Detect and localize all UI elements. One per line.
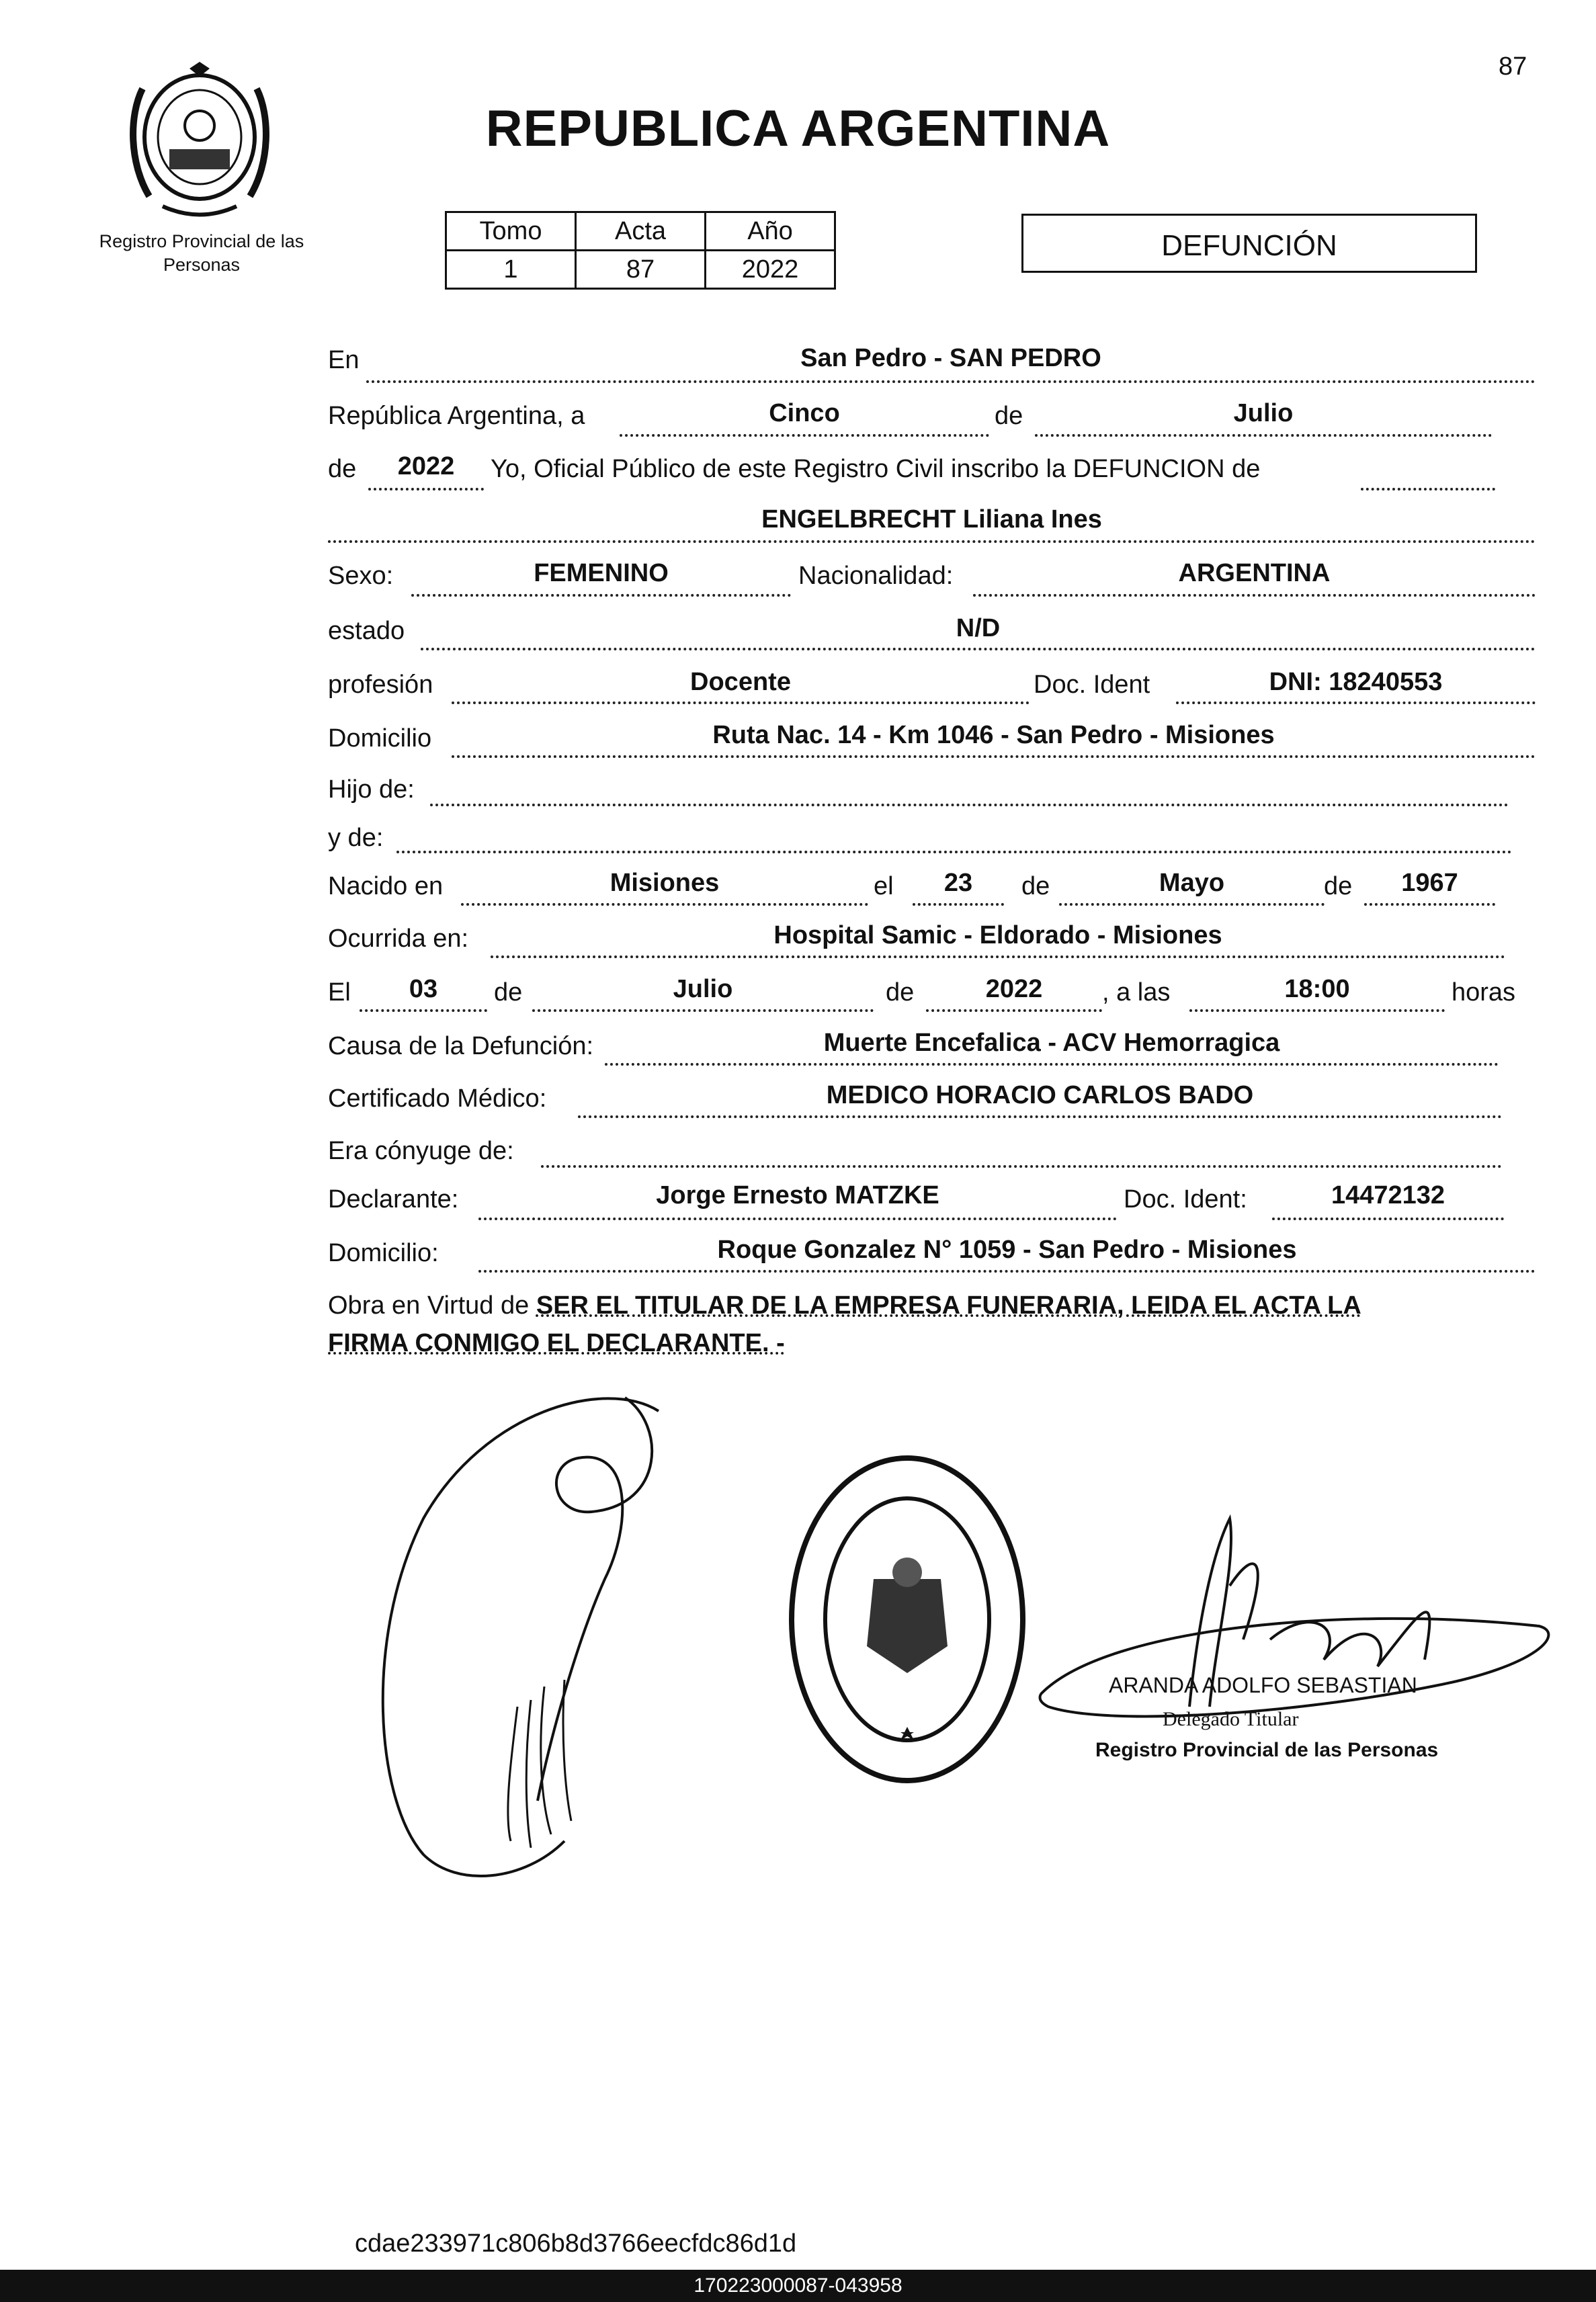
hijo-de-line bbox=[430, 804, 1509, 806]
nacido-day-value: 23 bbox=[943, 869, 973, 897]
certificado-label: Certificado Médico: bbox=[328, 1084, 547, 1113]
nacido-month-value: Mayo bbox=[1159, 869, 1225, 897]
fecha-time-line bbox=[1189, 1009, 1445, 1012]
declarante-doc-line bbox=[1272, 1218, 1504, 1220]
doc-ident-value: DNI: 18240553 bbox=[1269, 668, 1443, 696]
table-header-acta: Acta bbox=[576, 212, 706, 251]
fecha-month-value: Julio bbox=[673, 975, 733, 1003]
causa-value: Muerte Encefalica - ACV Hemorragica bbox=[823, 1029, 1280, 1057]
fecha-day-line bbox=[360, 1009, 487, 1012]
profesion-label: profesión bbox=[328, 671, 433, 699]
domicilio2-value: Roque Gonzalez N° 1059 - San Pedro - Misiones bbox=[717, 1236, 1297, 1264]
domicilio-label: Domicilio bbox=[328, 724, 432, 753]
republica-label: República Argentina, a bbox=[328, 402, 585, 430]
nacido-label: Nacido en bbox=[328, 872, 444, 900]
record-number-table bbox=[445, 211, 836, 290]
declarante-doc-label: Doc. Ident: bbox=[1124, 1185, 1247, 1213]
obra-label: Obra en Virtud de bbox=[328, 1291, 530, 1320]
document-title: REPUBLICA ARGENTINA bbox=[485, 100, 1111, 157]
y-de-line bbox=[396, 851, 1512, 853]
domicilio2-line bbox=[478, 1270, 1536, 1273]
page-number: 87 bbox=[1499, 52, 1527, 81]
en-label: En bbox=[328, 346, 360, 374]
official-registry: Registro Provincial de las Personas bbox=[1095, 1739, 1439, 1761]
record-type-box: DEFUNCIÓN bbox=[1021, 214, 1477, 273]
estado-label: estado bbox=[328, 617, 405, 645]
declarante-line bbox=[478, 1218, 1117, 1220]
nacido-el-label: el bbox=[874, 872, 894, 900]
domicilio-value: Ruta Nac. 14 - Km 1046 - San Pedro - Misiones bbox=[712, 721, 1275, 749]
en-line bbox=[366, 380, 1536, 383]
fecha-a-las-label: , a las bbox=[1102, 978, 1171, 1007]
official-role: Delegado Titular bbox=[1163, 1708, 1299, 1730]
day-line bbox=[620, 434, 989, 437]
table-header-ano: Año bbox=[706, 212, 835, 251]
profesion-line bbox=[452, 701, 1030, 704]
sexo-label: Sexo: bbox=[328, 562, 394, 590]
estado-value: N/D bbox=[956, 614, 1001, 642]
fecha-year-line bbox=[926, 1009, 1102, 1012]
month-value: Julio bbox=[1233, 399, 1294, 427]
doc-ident-label: Doc. Ident bbox=[1034, 671, 1150, 699]
causa-line bbox=[605, 1063, 1499, 1066]
fecha-el-label: El bbox=[328, 978, 351, 1007]
fecha-month-line bbox=[532, 1009, 874, 1012]
document-hash: cdae233971c806b8d3766eecfdc86d1d bbox=[355, 2229, 797, 2258]
registry-label: Registro Provincial de las Personas bbox=[99, 231, 304, 275]
nacido-de1-label: de bbox=[1021, 872, 1050, 900]
sexo-value: FEMENINO bbox=[534, 559, 669, 587]
fecha-time-value: 18:00 bbox=[1284, 975, 1350, 1003]
profesion-value: Docente bbox=[690, 668, 791, 696]
obra-line2: FIRMA CONMIGO EL DECLARANTE. - bbox=[328, 1329, 785, 1357]
nacionalidad-label: Nacionalidad: bbox=[798, 562, 954, 590]
table-header-tomo: Tomo bbox=[446, 212, 576, 251]
obra-line1: SER EL TITULAR DE LA EMPRESA FUNERARIA, LEIDA EL ACTA LA bbox=[536, 1291, 1361, 1320]
sexo-line bbox=[411, 594, 791, 597]
domicilio-line bbox=[452, 755, 1536, 758]
hijo-de-label: Hijo de: bbox=[328, 775, 415, 804]
fecha-year-value: 2022 bbox=[985, 975, 1043, 1003]
domicilio2-label: Domicilio: bbox=[328, 1239, 439, 1267]
nacionalidad-value: ARGENTINA bbox=[1178, 559, 1331, 587]
official-name: ARANDA ADOLFO SEBASTIAN bbox=[1109, 1673, 1417, 1697]
nacido-place-line bbox=[461, 903, 868, 906]
nacido-year-value: 1967 bbox=[1401, 869, 1458, 897]
day-text-value: Cinco bbox=[769, 399, 840, 427]
intro-text: Yo, Oficial Público de este Registro Civil inscribo la DEFUNCION de bbox=[491, 455, 1261, 483]
footer-code-bar: 170223000087-043958 bbox=[0, 2270, 1596, 2302]
declarante-label: Declarante: bbox=[328, 1185, 459, 1213]
fecha-day-value: 03 bbox=[409, 975, 438, 1003]
ocurrida-label: Ocurrida en: bbox=[328, 925, 469, 953]
official-signature bbox=[1028, 1505, 1552, 1774]
tomo-value: 1 bbox=[446, 251, 576, 289]
y-de-label: y de: bbox=[328, 824, 384, 852]
declarante-doc-value: 14472132 bbox=[1331, 1181, 1445, 1209]
nacido-month-line bbox=[1059, 903, 1325, 906]
causa-label: Causa de la Defunción: bbox=[328, 1032, 594, 1060]
name-line bbox=[328, 540, 1536, 543]
nacido-day-line bbox=[913, 903, 1004, 906]
doc-ident-line bbox=[1176, 701, 1536, 704]
nacionalidad-line bbox=[973, 594, 1536, 597]
fecha-de2-label: de bbox=[886, 978, 915, 1007]
intro-year-value: 2022 bbox=[397, 452, 455, 480]
month-line bbox=[1035, 434, 1492, 437]
conyuge-label: Era cónyuge de: bbox=[328, 1137, 514, 1165]
certificado-line bbox=[578, 1115, 1502, 1118]
ocurrida-value: Hospital Samic - Eldorado - Misiones bbox=[773, 921, 1222, 949]
fecha-de1-label: de bbox=[494, 978, 523, 1007]
year-line bbox=[368, 488, 484, 491]
estado-line bbox=[421, 648, 1536, 650]
intro-line bbox=[1361, 488, 1495, 491]
certificado-value: MEDICO HORACIO CARLOS BADO bbox=[826, 1081, 1254, 1109]
ocurrida-line bbox=[491, 955, 1505, 958]
official-stamp bbox=[780, 1445, 1035, 1794]
nacido-year-line bbox=[1364, 903, 1495, 906]
fecha-horas-label: horas bbox=[1452, 978, 1516, 1007]
obra-paragraph bbox=[328, 1287, 1538, 1362]
declarante-value: Jorge Ernesto MATZKE bbox=[656, 1181, 939, 1209]
acta-value: 87 bbox=[576, 251, 706, 289]
de-label: de bbox=[995, 402, 1023, 430]
ano-value: 2022 bbox=[706, 251, 835, 289]
intro-de-label: de bbox=[328, 455, 357, 483]
declarant-signature bbox=[349, 1384, 699, 1895]
conyuge-line bbox=[541, 1165, 1502, 1168]
nacido-place-value: Misiones bbox=[610, 869, 720, 897]
nacido-de2-label: de bbox=[1324, 872, 1353, 900]
deceased-name: ENGELBRECHT Liliana Ines bbox=[761, 505, 1102, 534]
en-value: San Pedro - SAN PEDRO bbox=[800, 344, 1101, 372]
